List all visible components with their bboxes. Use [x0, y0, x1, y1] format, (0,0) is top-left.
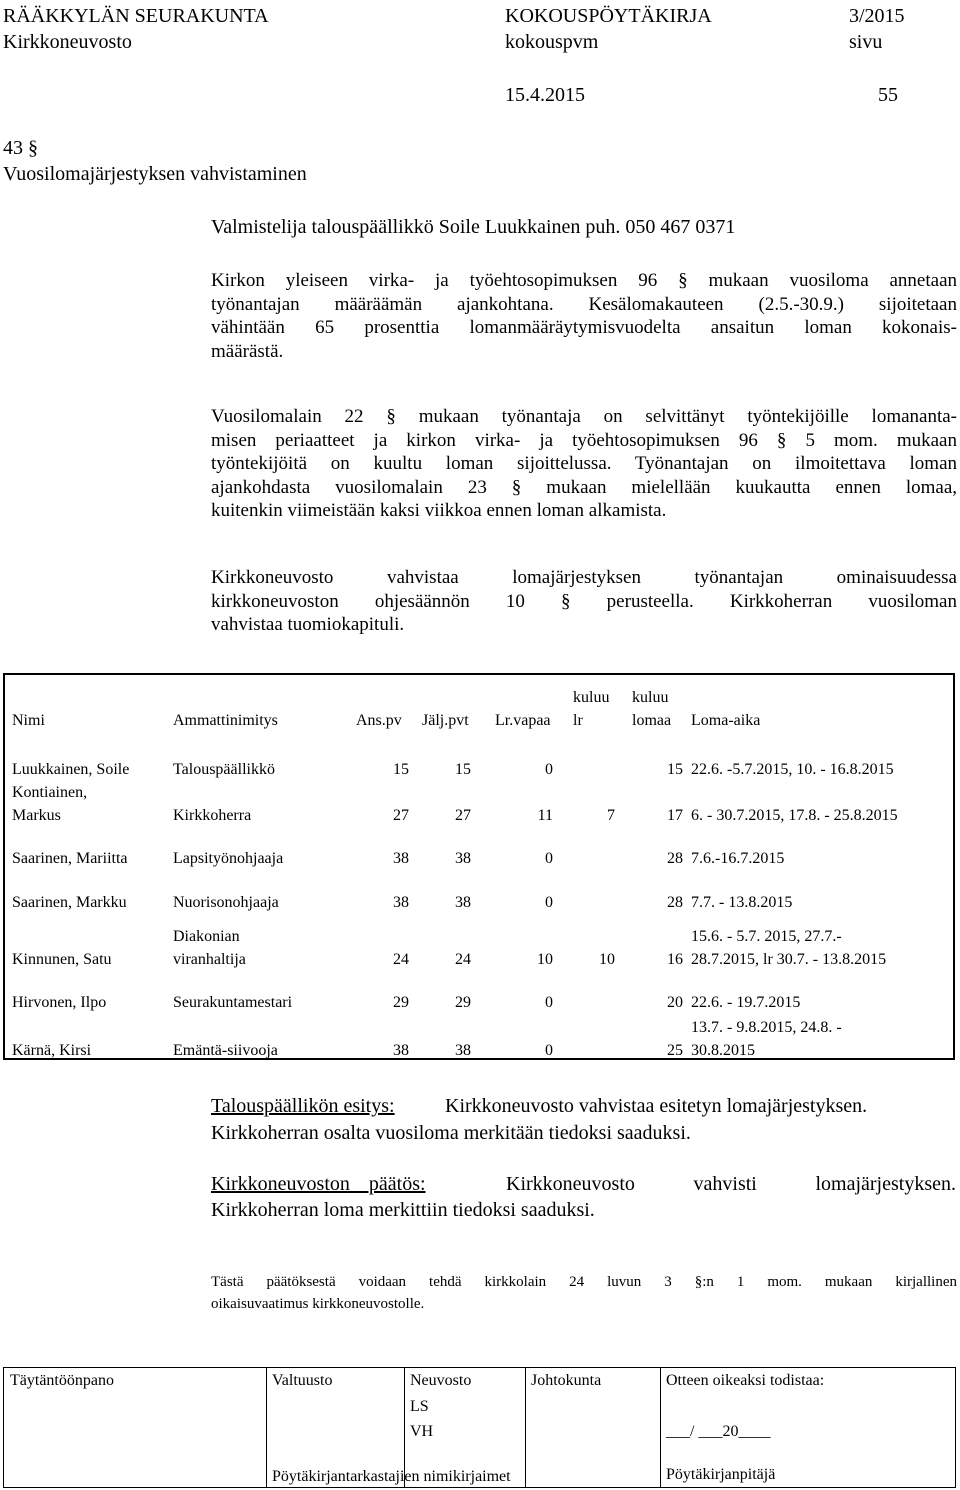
header-title: Ammattinimitys [173, 712, 278, 729]
cell-ans: 38 [393, 894, 409, 911]
checker-initials-1: LS [410, 1398, 429, 1415]
cell-period: 6. - 30.7.2015, 17.8. - 25.8.2015 [691, 807, 898, 824]
paragraph-line: Kirkkoneuvosto vahvistaa lomajärjestyksen työnantajan ominaisuudessa [211, 567, 957, 588]
cell-title: Lapsityönohjaaja [173, 850, 284, 867]
page-number: 55 [878, 84, 898, 106]
vacation-table [3, 673, 955, 1060]
paragraph-2 [211, 405, 957, 523]
footer-checkers-label: Pöytäkirjantarkastajien nimikirjaimet [272, 1468, 511, 1485]
cell-ans: 15 [393, 761, 409, 778]
checker-initials-2: VH [410, 1423, 434, 1440]
footer-divider [525, 1368, 526, 1487]
certify-date-blank: ___/ ___20____ [666, 1423, 771, 1440]
proposal-text-2: Kirkkoherran osalta vuosiloma merkitään tiedoksi saaduksi. [211, 1122, 691, 1144]
header-name: Nimi [12, 712, 45, 729]
cell-title: Diakonian [173, 928, 240, 945]
page-label: sivu [849, 31, 883, 53]
header-lr: Lr.vapaa [495, 712, 551, 729]
cell-period: 13.7. - 9.8.2015, 24.8. - [691, 1019, 842, 1036]
footer-table [3, 1367, 956, 1488]
doc-number: 3/2015 [849, 5, 905, 27]
section-title: Vuosilomajärjestyksen vahvistaminen [3, 163, 307, 185]
footer-col-committee: Johtokunta [531, 1372, 602, 1389]
section-number: 43 § [3, 137, 38, 159]
meeting-body: Kirkkoneuvosto [3, 31, 132, 53]
cell-lr: 0 [545, 850, 553, 867]
cell-lr: 0 [545, 1042, 553, 1059]
cell-name: Hirvonen, Ilpo [12, 994, 107, 1011]
paragraph-3 [211, 566, 957, 637]
header-jalj: Jälj.pvt [422, 712, 469, 729]
cell-title: Kirkkoherra [173, 807, 252, 824]
doc-type: KOKOUSPÖYTÄKIRJA [505, 5, 712, 27]
cell-jalj: 15 [455, 761, 471, 778]
cell-name: Kontiainen, [12, 784, 88, 801]
cell-name-2: Markus [12, 807, 61, 824]
cell-jalj: 29 [455, 994, 471, 1011]
paragraph-line: vahvistaa tuomiokapituli. [211, 614, 405, 635]
cell-jalj: 38 [455, 894, 471, 911]
cell-kuluu-lomaa: 28 [667, 894, 683, 911]
cell-ans: 27 [393, 807, 409, 824]
paragraph-line: misen periaatteet ja kirkon virka- ja työehtosopimuksen 96 § 5 mom. mukaan [211, 429, 957, 451]
cell-kuluu-lomaa: 15 [667, 761, 683, 778]
date-label: kokouspvm [505, 31, 599, 53]
paragraph-line: kirkkoneuvoston ohjesäännön 10 § perusteella. Kirkkoherran vuosiloman [211, 590, 957, 612]
paragraph-line: määrästä. [211, 340, 284, 362]
cell-lr: 0 [545, 761, 553, 778]
decision-text: Kirkkoneuvosto vahvisti lomajärjestyksen. [506, 1173, 956, 1195]
paragraph-line: työnantajan määräämän ajankohtana. Kesälomakauteen (2.5.-30.9.) sijoitetaan [211, 293, 957, 315]
cell-title: Nuorisonohjaaja [173, 894, 279, 911]
cell-title: Emäntä-siivooja [173, 1042, 278, 1059]
cell-period: 15.6. - 5.7. 2015, 27.7.- [691, 928, 842, 945]
proposal-label: Talouspäällikön esitys: [211, 1095, 395, 1117]
proposal-text: Kirkkoneuvosto vahvistaa esitetyn lomajärjestyksen. [445, 1095, 868, 1117]
footer-divider [266, 1368, 267, 1487]
paragraph-1 [211, 269, 957, 363]
cell-title: Seurakuntamestari [173, 994, 293, 1011]
cell-name: Saarinen, Mariitta [12, 850, 128, 867]
footer-col-council: Valtuusto [272, 1372, 333, 1389]
footer-col-implementation: Täytäntöönpano [10, 1372, 114, 1389]
cell-period-2: 30.8.2015 [691, 1042, 755, 1059]
cell-lr: 10 [537, 951, 553, 968]
header-kuluu-lomaa: kuluu [632, 689, 669, 706]
paragraph-line: työntekijöitä on kuultu loman sijoittelussa. Työnantajan on ilmoitettava loman [211, 453, 957, 474]
cell-kuluu-lr: 10 [599, 951, 615, 968]
cell-lr: 0 [545, 994, 553, 1011]
header-kuluu-lr: kuluu [573, 689, 610, 706]
cell-name: Saarinen, Markku [12, 894, 127, 911]
header-kuluu-lr-2: lr [573, 712, 583, 729]
cell-ans: 38 [393, 850, 409, 867]
cell-kuluu-lr: 7 [607, 807, 615, 824]
cell-ans: 29 [393, 994, 409, 1011]
cell-lr: 0 [545, 894, 553, 911]
cell-kuluu-lomaa: 20 [667, 994, 683, 1011]
cell-kuluu-lomaa: 16 [667, 951, 683, 968]
cell-name: Kärnä, Kirsi [12, 1042, 92, 1059]
header-period: Loma-aika [691, 712, 761, 729]
footer-col-certify: Otteen oikeaksi todistaa: [666, 1372, 825, 1389]
paragraph-line: Vuosilomalain 22 § mukaan työnantaja on selvittänyt työntekijöille lomananta- [211, 406, 957, 427]
cell-period-2: 28.7.2015, lr 30.7. - 13.8.2015 [691, 951, 887, 968]
cell-period: 7.6.-16.7.2015 [691, 850, 785, 867]
decision-label: Kirkkoneuvoston päätös: [211, 1173, 426, 1195]
cell-title-2: viranhaltija [173, 951, 246, 968]
cell-kuluu-lomaa: 28 [667, 850, 683, 867]
cell-period: 22.6. -5.7.2015, 10. - 16.8.2015 [691, 761, 894, 778]
footer-keeper-label: Pöytäkirjanpitäjä [666, 1466, 776, 1483]
cell-title: Talouspäällikkö [173, 761, 275, 778]
paragraph-line: Kirkon yleiseen virka- ja työehtosopimuksen 96 § mukaan vuosiloma annetaan [211, 270, 957, 291]
meeting-date: 15.4.2015 [505, 84, 585, 106]
preparer-line: Valmistelija talouspäällikkö Soile Luukkainen puh. 050 467 0371 [211, 216, 736, 238]
cell-jalj: 38 [455, 850, 471, 867]
cell-kuluu-lomaa: 25 [667, 1042, 683, 1059]
paragraph-line: vähintään 65 prosenttia lomanmääräytymisvuodelta ansaitun loman kokonais- [211, 317, 957, 338]
paragraph-line: kuitenkin viimeistään kaksi viikkoa ennen loman alkamista. [211, 500, 667, 521]
header-kuluu-lomaa-2: lomaa [632, 712, 672, 729]
cell-name: Luukkainen, Soile [12, 761, 130, 778]
org-name: RÄÄKKYLÄN SEURAKUNTA [3, 5, 269, 27]
footer-col-board: Neuvosto [410, 1372, 472, 1389]
cell-ans: 38 [393, 1042, 409, 1059]
cell-name: Kinnunen, Satu [12, 951, 112, 968]
cell-kuluu-lomaa: 17 [667, 807, 683, 824]
appeal-text-2: oikaisuvaatimus kirkkoneuvostolle. [211, 1296, 425, 1312]
cell-period: 22.6. - 19.7.2015 [691, 994, 801, 1011]
cell-jalj: 24 [455, 951, 471, 968]
appeal-text: Tästä päätöksestä voidaan tehdä kirkkolain 24 luvun 3 §:n 1 mom. mukaan kirjallinen [211, 1274, 957, 1290]
cell-jalj: 38 [455, 1042, 471, 1059]
cell-ans: 24 [393, 951, 409, 968]
paragraph-line: ajankohdasta vuosilomalain 23 § mukaan mielellään kuukautta ennen lomaa, [211, 476, 957, 498]
decision-text-2: Kirkkoherran loma merkittiin tiedoksi saaduksi. [211, 1199, 595, 1221]
footer-divider [660, 1368, 661, 1487]
cell-lr: 11 [537, 807, 553, 824]
cell-jalj: 27 [455, 807, 471, 824]
cell-period: 7.7. - 13.8.2015 [691, 894, 793, 911]
header-ans: Ans.pv [356, 712, 402, 729]
